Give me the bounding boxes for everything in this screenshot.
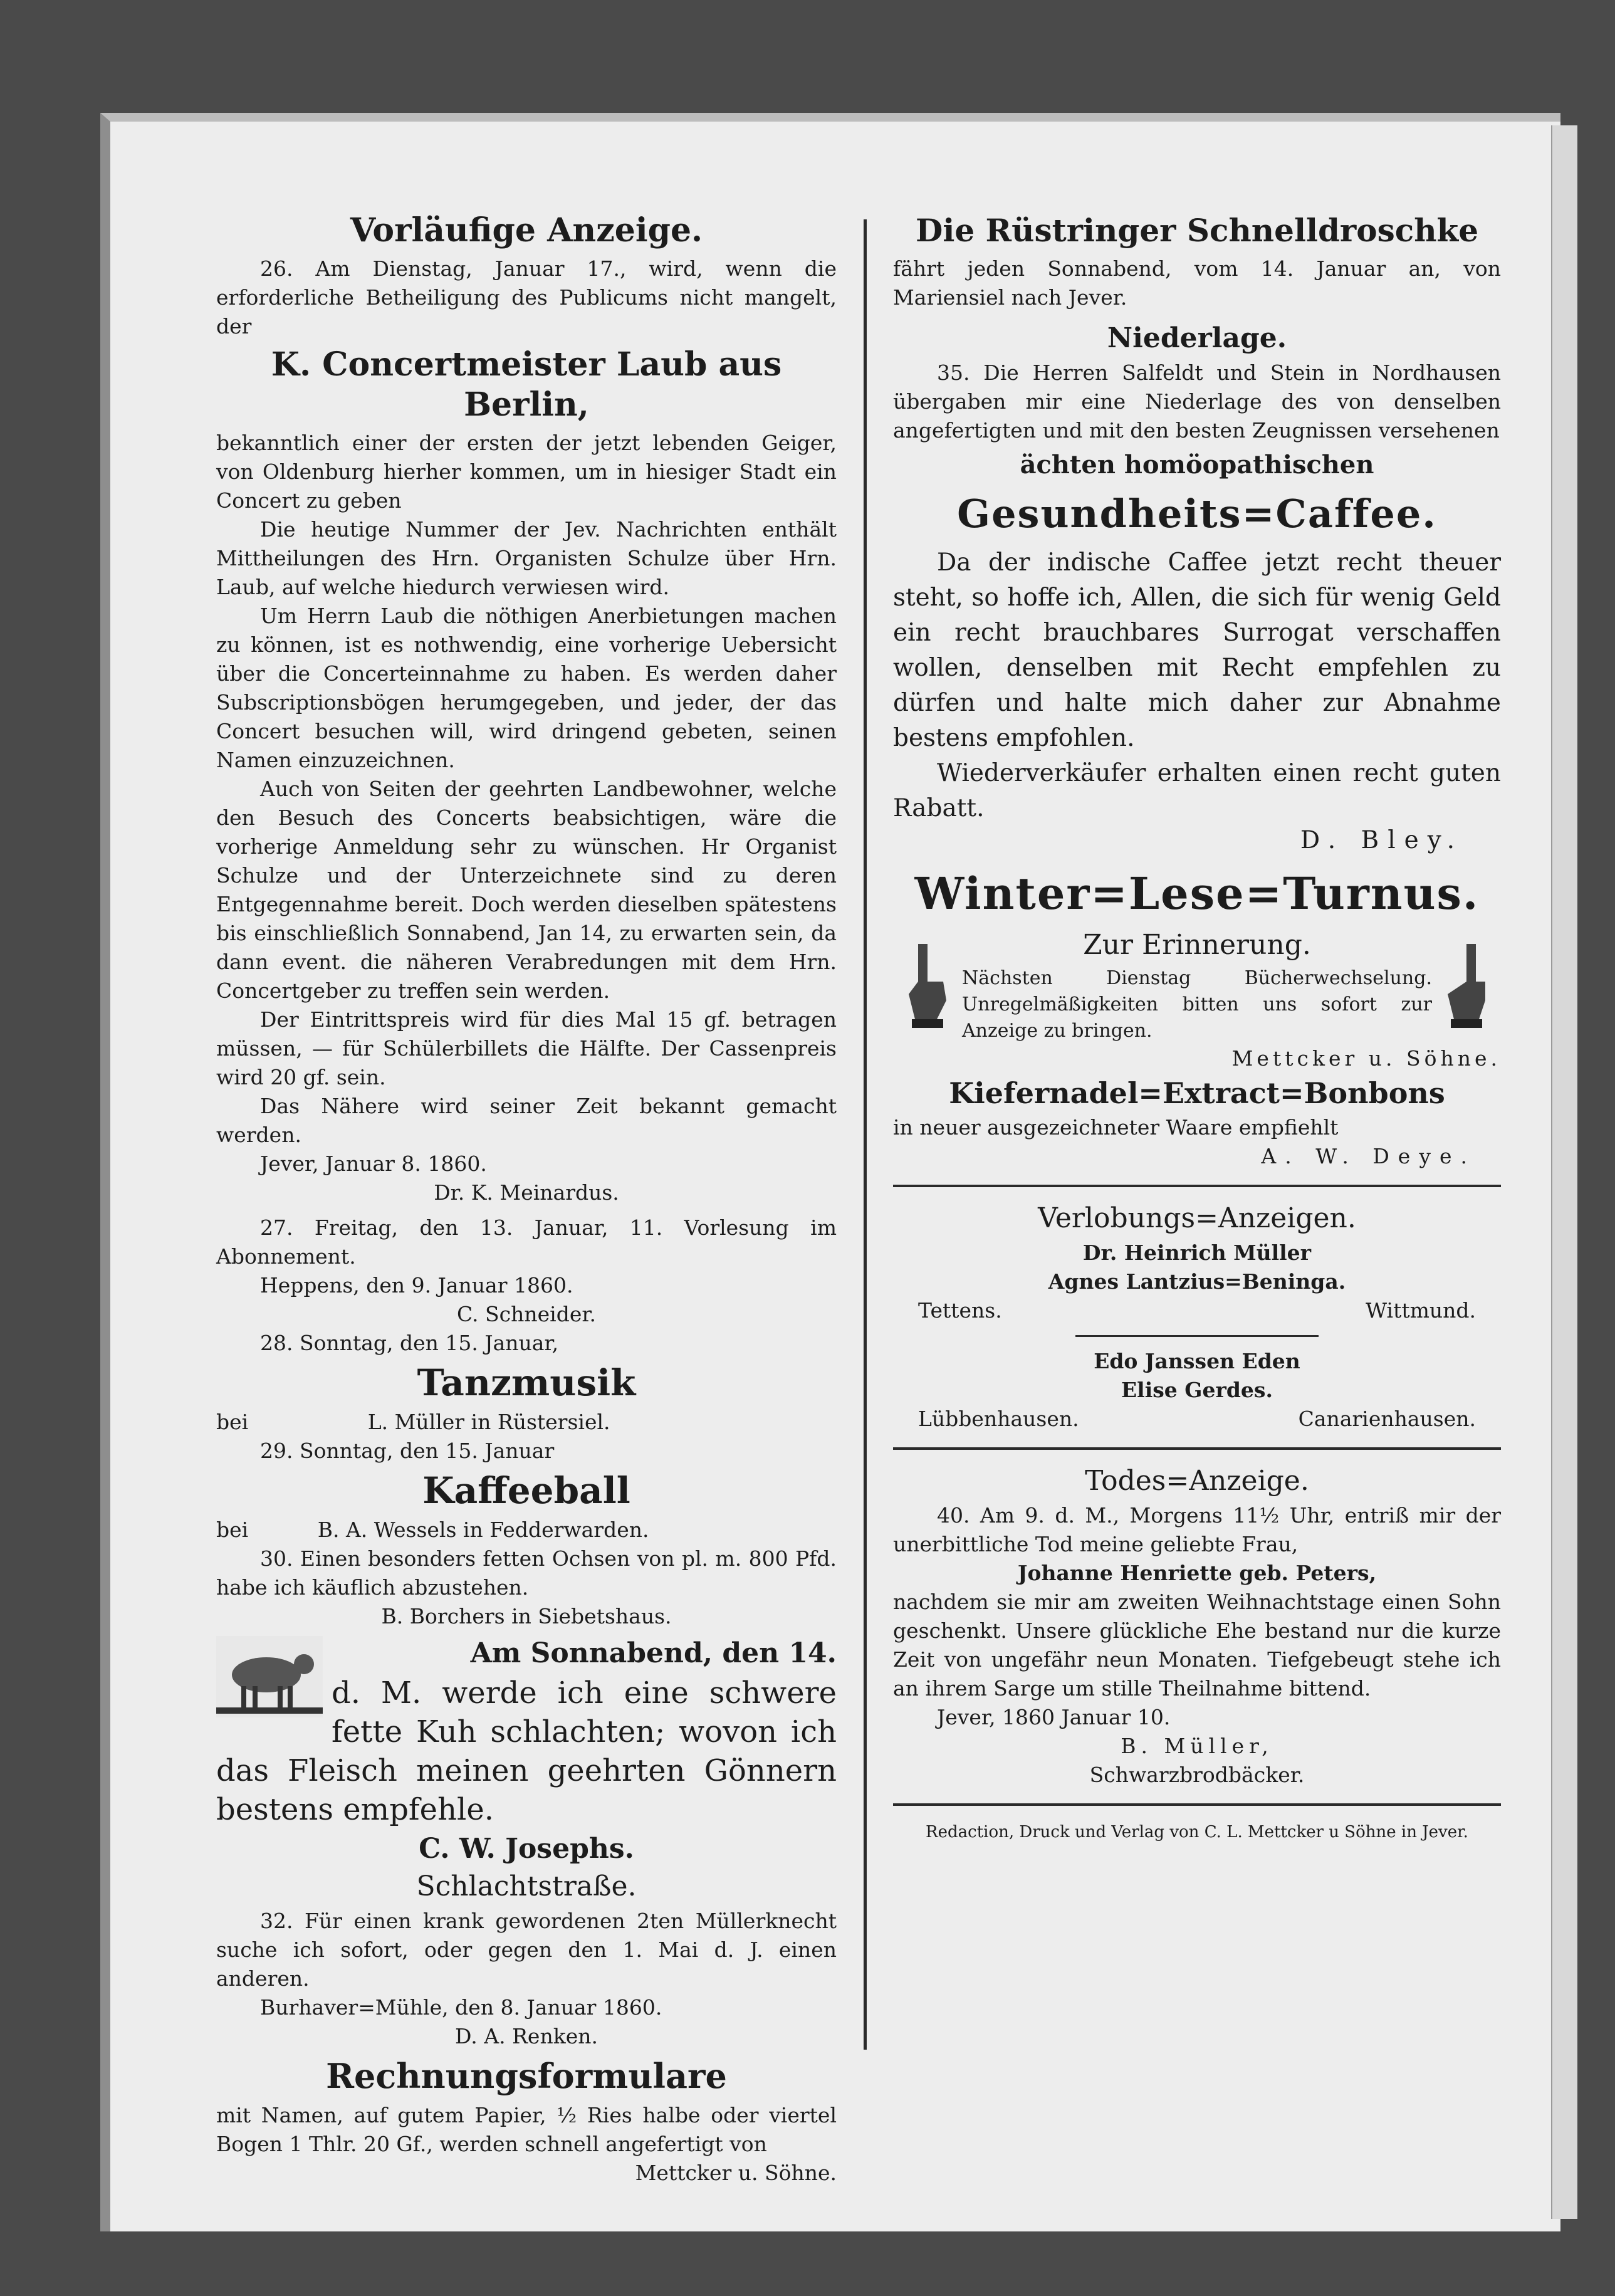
concertmeister-name: K. Concertmeister Laub aus Berlin, xyxy=(271,345,782,424)
place-label: Canarienhausen. xyxy=(1298,1407,1476,1431)
ad-signature: D. Bley. xyxy=(1300,826,1463,854)
vorlaeufige-anzeige-text: Auch von Seiten der geehrten Landbewohner, welche den Besuch des Concerts beabsichtigen, wäre die vorherige Anmeldung sehr zu wünschen. Hr Organist Schulze und der Unterzeichnete sind zu deren Entgegennahme bereit. Doch werden dieselben spätestens bis einschließlich Sonnabend, Jan 14, zu erwarten sein, da dann event. die näheren Verabredungen mit dem Hrn. Concertgeber zu treffen sein werden. xyxy=(216,777,837,1003)
schnelldroschke-title: Die Rüstringer Schnelldroschke xyxy=(915,212,1479,249)
kiefernadel-text: in neuer ausgezeichneter Waare empfiehlt xyxy=(893,1115,1339,1140)
ad-28-text: 28. Sonntag, den 15. Januar, xyxy=(260,1331,559,1355)
kiefernadel-title: Kiefernadel=Extract=Bonbons xyxy=(949,1076,1445,1110)
winter-lese-turnus-title: Winter=Lese=Turnus. xyxy=(914,868,1480,920)
engagement-name: Elise Gerdes. xyxy=(1121,1378,1273,1402)
bei-label: bei xyxy=(216,1518,249,1542)
engagement-places xyxy=(893,1296,1501,1325)
gesundheits-caffee-title: Gesundheits=Caffee. xyxy=(957,491,1437,537)
imprint-line: Redaction, Druck und Verlag von C. L. Mettcker u Söhne in Jever. xyxy=(926,1823,1468,1842)
ad-29-signature xyxy=(216,1516,837,1544)
pointing-hand-icon xyxy=(1432,938,1501,1032)
right-column xyxy=(893,207,1501,1845)
winter-lese-turnus-block xyxy=(893,925,1501,1044)
ad-date: Burhaver=Mühle, den 8. Januar 1860. xyxy=(260,1995,662,2020)
column-divider xyxy=(864,219,867,2050)
place-label: Lübbenhausen. xyxy=(918,1407,1079,1431)
kaffeeball-title: Kaffeeball xyxy=(422,1469,630,1512)
ad-32-text: 32. Für einen krank gewordenen 2ten Müllerknecht suche ich sofort, oder gegen den 1. Mai d. J. einen anderen. xyxy=(216,1909,837,1991)
vorlaeufige-anzeige-text: bekanntlich einer der ersten der jetzt lebenden Geiger, von Oldenburg hierher kommen, um in hiesiger Stadt ein Concert zu geben xyxy=(216,431,837,513)
vorlaeufige-anzeige-text: Der Eintrittspreis wird für dies Mal 15 gf. betragen müssen, — für Schülerbillets die Hälfte. Der Cassenpreis wird 20 gf. sein. xyxy=(216,1007,837,1089)
ad-30-text: 30. Einen besonders fetten Ochsen von pl. m. 800 Pfd. habe ich käuflich abzustehen. xyxy=(216,1546,837,1600)
deceased-name: Johanne Henriette geb. Peters, xyxy=(1017,1561,1377,1585)
engagement-name: Dr. Heinrich Müller xyxy=(1082,1240,1312,1265)
todes-anzeige-title: Todes=Anzeige. xyxy=(1085,1465,1309,1497)
niederlage-text: Wiederverkäufer erhalten einen recht guten Rabatt. xyxy=(893,759,1501,822)
zur-erinnerung-subtitle: Zur Erinnerung. xyxy=(1083,929,1311,961)
ad-signature: B. Müller, xyxy=(1121,1734,1273,1758)
ad-signature: D. A. Renken. xyxy=(455,2024,598,2048)
niederlage-text: Da der indische Caffee jetzt recht theuer steht, so hoffe ich, Allen, die sich für wenig Geld ein recht brauchbares Surrogat verschaffen wollen, denselben mit Recht empfehlen zu dürfen und halte mich daher zur Abnahme bestens empfohlen. xyxy=(893,548,1501,752)
ad-signature: C. Schneider. xyxy=(456,1302,597,1326)
section-rule xyxy=(893,1803,1501,1806)
ad-31-text: d. M. werde ich eine schwere fette Kuh schlachten; wovon ich das Fleisch meinen geehrten Gönnern bestens empfehle. xyxy=(216,1675,837,1827)
todes-anzeige-text: 40. Am 9. d. M., Morgens 11½ Uhr, entriß mir der unerbittliche Tod meine geliebte Frau, xyxy=(893,1503,1501,1556)
tanzmusik-title: Tanzmusik xyxy=(417,1361,636,1404)
signature-occupation: Schwarzbrodbäcker. xyxy=(1089,1763,1305,1787)
ad-signature: A. W. Deye. xyxy=(1261,1144,1476,1168)
niederlage-title: Niederlage. xyxy=(1107,322,1287,354)
ad-28-signature xyxy=(216,1408,837,1437)
vorlaeufige-anzeige-text: Um Herrn Laub die nöthigen Anerbietungen machen zu können, ist es nothwendig, eine vorherige Uebersicht über die Concerteinnahme zu haben. Es werden daher Subscriptionsbögen herumgegeben, und jeder, der das Concert besuchen will, wird dringend gebeten, seinen Namen einzuzeichnen. xyxy=(216,604,837,772)
vorlaeufige-anzeige-title: Vorläufige Anzeige. xyxy=(350,211,703,249)
place-label: Wittmund. xyxy=(1366,1298,1476,1323)
ad-signature: Mettcker u. Söhne. xyxy=(635,2161,837,2185)
ad-29-text: 29. Sonntag, den 15. Januar xyxy=(260,1439,555,1463)
vorlaeufige-anzeige-text: Das Nähere wird seiner Zeit bekannt gemacht werden. xyxy=(216,1094,837,1147)
short-rule xyxy=(1075,1335,1319,1337)
section-rule xyxy=(893,1185,1501,1187)
page-edge xyxy=(1551,125,1577,2219)
verlobungs-anzeigen-title: Verlobungs=Anzeigen. xyxy=(1038,1202,1356,1234)
ad-31-head: Am Sonnabend, den 14. xyxy=(470,1637,837,1669)
engagement-name: Agnes Lantzius=Beninga. xyxy=(1048,1269,1346,1294)
ad-27-text: 27. Freitag, den 13. Januar, 11. Vorlesung im Abonnement. xyxy=(216,1215,837,1269)
vorlaeufige-anzeige-text: Die heutige Nummer der Jev. Nachrichten enthält Mittheilungen des Hrn. Organisten Schulze über Hrn. Laub, auf welche hiedurch verwiesen wird. xyxy=(216,517,837,599)
engagement-name: Edo Janssen Eden xyxy=(1094,1349,1300,1373)
ad-31 xyxy=(216,1636,837,1904)
winter-lese-turnus-text: Nächsten Dienstag Bücherwechselung. Unregelmäßigkeiten bitten uns sofort zur Anzeige zu bringen. xyxy=(962,967,1432,1042)
ad-date: Heppens, den 9. Januar 1860. xyxy=(260,1273,573,1297)
ad-31-signature: C. W. Josephs. xyxy=(419,1833,634,1865)
ad-date: Jever, Januar 8. 1860. xyxy=(260,1151,487,1176)
pointing-hand-icon xyxy=(893,938,962,1032)
rechnungsformulare-text: mit Namen, auf gutem Papier, ½ Ries halbe oder viertel Bogen 1 Thlr. 20 Gf., werden schnell angefertigt von xyxy=(216,2103,837,2156)
left-column xyxy=(216,207,837,2188)
ad-date: Jever, 1860 Januar 10. xyxy=(937,1705,1171,1729)
schnelldroschke-text: fährt jeden Sonnabend, vom 14. Januar an, von Mariensiel nach Jever. xyxy=(893,256,1501,310)
ad-signature: L. Müller in Rüstersiel. xyxy=(367,1410,610,1434)
ad-signature: B. Borchers in Siebetshaus. xyxy=(381,1604,672,1628)
vorlaeufige-anzeige-text: 26. Am Dienstag, Januar 17., wird, wenn die erforderliche Betheiligung des Publicums nicht mangelt, der xyxy=(216,256,837,338)
place-label: Tettens. xyxy=(918,1298,1002,1323)
engagement-places xyxy=(893,1405,1501,1434)
ad-signature: Dr. K. Meinardus. xyxy=(434,1180,619,1205)
section-rule xyxy=(893,1447,1501,1450)
ad-signature: B. A. Wessels in Fedderwarden. xyxy=(317,1518,649,1542)
ad-signature: Mettcker u. Söhne. xyxy=(1231,1046,1501,1071)
niederlage-text: 35. Die Herren Salfeldt und Stein in Nordhausen übergaben mir eine Niederlage des von denselben angefertigten und mit den besten Zeugnissen versehenen xyxy=(893,360,1501,443)
cow-icon xyxy=(216,1636,323,1717)
todes-anzeige-text: nachdem sie mir am zweiten Weihnachtstage einen Sohn geschenkt. Unsere glückliche Ehe bestand nur die kurze Zeit von ungefähr neun Monaten. Tiefgebeugt stehe ich an ihrem Sarge um stille Theilnahme bittend. xyxy=(893,1590,1501,1701)
ad-31-street: Schlachtstraße. xyxy=(416,1870,637,1902)
rechnungsformulare-title: Rechnungsformulare xyxy=(326,2056,727,2096)
niederlage-subtitle: ächten homöopathischen xyxy=(1020,450,1374,480)
bei-label: bei xyxy=(216,1410,249,1434)
